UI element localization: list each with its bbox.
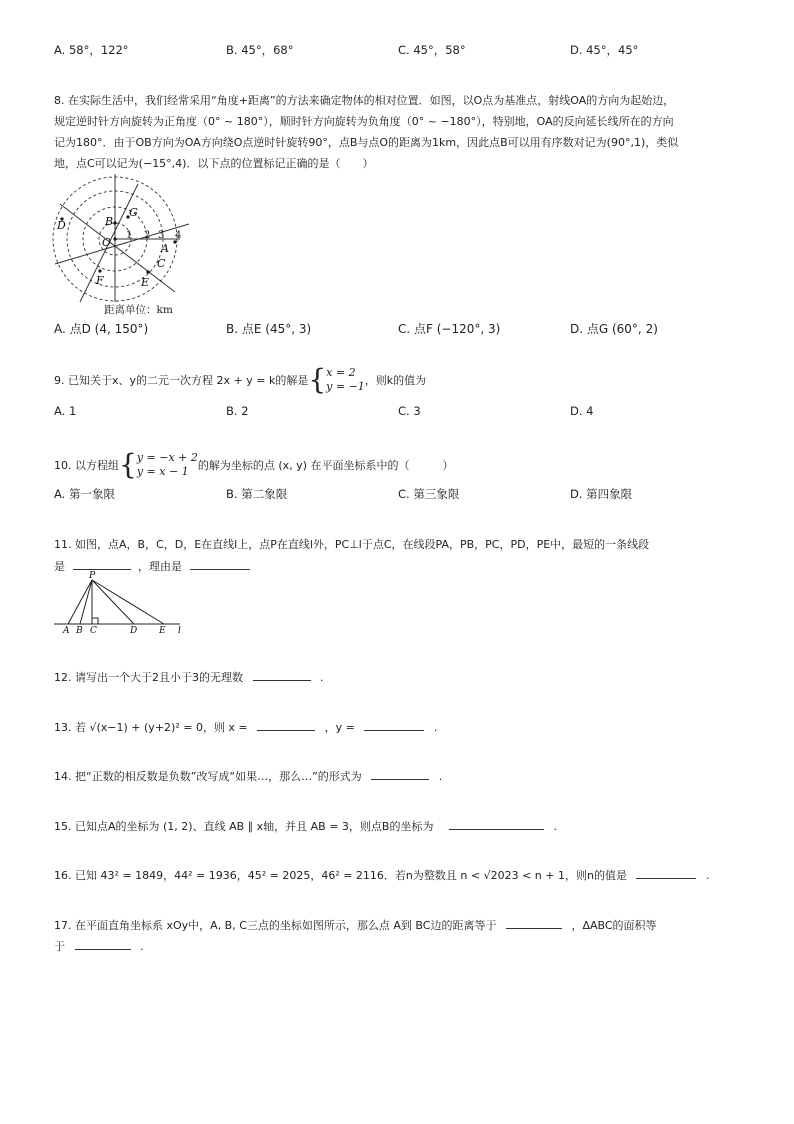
q10-eq-1: y = −x + 2 — [136, 451, 198, 464]
q13-blank-x[interactable] — [257, 718, 315, 731]
q14-end: . — [438, 770, 443, 783]
q9-stem — [54, 363, 427, 396]
q10-stem-after: 的解为坐标的点 (x, y) 在平面坐标系中的（ ） — [197, 459, 454, 472]
q8-option-c: C. 点F (−120°, 3) — [398, 322, 501, 336]
q10-option-d: D. 第四象限 — [570, 487, 633, 501]
q10-system — [137, 451, 198, 479]
q9-option-d: D. 4 — [570, 404, 594, 418]
label-b: B — [76, 626, 83, 636]
q11-line-1: 11. 如图，点A，B，C，D，E在直线l上，点P在直线l外，PC⊥l于点C，在线段PA，PB，PC，PD，PE中，最短的一条线段 — [54, 538, 650, 551]
point-label-a: A — [161, 242, 169, 255]
q8-line-4: 地，点C可以记为(−15°,4)．以下点的位置标记正确的是（ ） — [54, 157, 374, 170]
q11-blank-1[interactable] — [73, 557, 131, 570]
q7-option-d: D. 45°，45° — [570, 43, 639, 57]
q9-stem-after: ，则k的值为 — [364, 374, 427, 387]
q13-text-a: 13. 若 √(x−1) + (y+2)² = 0，则 x = — [54, 721, 248, 734]
q16-end: . — [705, 869, 710, 882]
q10-option-c: C. 第三象限 — [398, 487, 460, 501]
q11-line-2-b: ，理由是 — [138, 560, 182, 573]
q17-blank-2[interactable] — [75, 937, 131, 950]
ring-label-4: 4 — [175, 230, 182, 241]
point-label-g: G — [129, 206, 138, 219]
q17-line-2-text: 于 — [54, 940, 65, 953]
point-label-b: B — [105, 215, 114, 228]
q10-stem-before: 10. 以方程组 — [54, 459, 119, 472]
q9-option-b: B. 2 — [226, 404, 249, 418]
q12-blank[interactable] — [253, 668, 311, 681]
ring-label-3: 3 — [158, 230, 165, 241]
label-l: l — [178, 626, 181, 636]
q8-figure-caption: 距离单位：km — [104, 304, 173, 316]
q10-option-b: B. 第二象限 — [226, 487, 288, 501]
q9-option-c: C. 3 — [398, 404, 421, 418]
q12-text: 12. 请写出一个大于2且小于3的无理数 — [54, 671, 243, 684]
q8-option-a: A. 点D (4, 150°) — [54, 322, 149, 336]
q8-option-d: D. 点G (60°, 2) — [570, 322, 658, 336]
q9-system — [326, 366, 365, 394]
label-d: D — [130, 626, 138, 636]
point-label-d: D — [57, 219, 66, 232]
q8-line-3: 记为180°．由于OB方向为OA方向绕O点逆时针旋转90°，点B与点O的距离为1km，因此点B可以用有序数对记为(90°,1)，类似 — [54, 136, 679, 149]
ring-label-2: 2 — [144, 230, 151, 241]
q8-line-1: 8. 在实际生活中，我们经常采用“角度+距离”的方法来确定物体的相对位置．如图，以O点为基准点，射线OA的方向为起始边， — [54, 94, 675, 107]
point-label-f: F — [96, 274, 104, 287]
q15-blank[interactable] — [449, 817, 544, 830]
q13 — [54, 718, 437, 735]
q12 — [54, 668, 324, 685]
q10-eq-2: y = x − 1 — [136, 465, 189, 478]
point-label-e: E — [141, 276, 150, 289]
q8-option-b: B. 点E (45°, 3) — [226, 322, 312, 336]
q13-blank-y[interactable] — [364, 718, 424, 731]
q9-stem-before: 9. 已知关于x、y的二元一次方程 2x + y = k的解是 — [54, 374, 309, 387]
ring-label-1: 1 — [126, 230, 133, 241]
q17-end: . — [140, 940, 144, 953]
q9-eq-1: x = 2 — [326, 366, 356, 379]
q9-option-a: A. 1 — [54, 404, 77, 418]
label-p: P — [89, 571, 96, 581]
q11-line-2-a: 是 — [54, 560, 65, 573]
q16 — [54, 866, 709, 883]
q16-text: 16. 已知 43² = 1849，44² = 1936，45² = 2025，46² = 2116．若n为整数且 n < √2023 < n + 1，则n的值是 — [54, 869, 627, 882]
q8-polar-figure — [50, 172, 200, 307]
q10-brace: { — [119, 448, 137, 481]
q7-option-a: A. 58°，122° — [54, 43, 129, 57]
q14-text: 14. 把“正数的相反数是负数”改写成“如果…，那么…”的形式为 — [54, 770, 362, 783]
q11-figure — [52, 570, 192, 638]
q7-option-c: C. 45°，58° — [398, 43, 466, 57]
q13-text-b: ，y = — [324, 721, 355, 734]
q10-stem — [54, 448, 454, 481]
q10-option-a: A. 第一象限 — [54, 487, 115, 501]
q14-blank[interactable] — [371, 767, 429, 780]
q17-line-2 — [54, 937, 144, 954]
q15-text: 15. 已知点A的坐标为 (1, 2)、直线 AB ∥ x轴，并且 AB = 3，则点B的坐标为 — [54, 820, 434, 833]
point-label-o: O — [102, 236, 112, 249]
q17-line-1-text: 17. 在平面直角坐标系 xOy中，A, B, C三点的坐标如图所示，那么点 A到 BC边的距离等于 — [54, 919, 497, 932]
q11-blank-2[interactable] — [190, 557, 250, 570]
q7-option-b: B. 45°，68° — [226, 43, 294, 57]
q8-line-2: 规定逆时针方向旋转为正角度（0° ~ 180°），顺时针方向旋转为负角度（0° ~ −180°），特别地，OA的反向延长线所在的方向 — [54, 115, 674, 128]
q17-line-1 — [54, 916, 657, 933]
label-c: C — [90, 626, 97, 636]
q9-brace: { — [308, 363, 327, 396]
q17-blank-1[interactable] — [506, 916, 562, 929]
label-a: A — [63, 626, 70, 636]
q9-eq-2: y = −1 — [326, 380, 365, 393]
point-label-c: C — [157, 257, 166, 270]
q14 — [54, 767, 442, 784]
q12-end: . — [320, 671, 324, 684]
q15-end: . — [553, 820, 557, 833]
q17-line-1-b: ，ΔABC的面积等 — [571, 919, 657, 932]
label-e: E — [159, 626, 166, 636]
q13-end: . — [433, 721, 438, 734]
q15 — [54, 817, 557, 834]
q16-blank[interactable] — [636, 866, 696, 879]
